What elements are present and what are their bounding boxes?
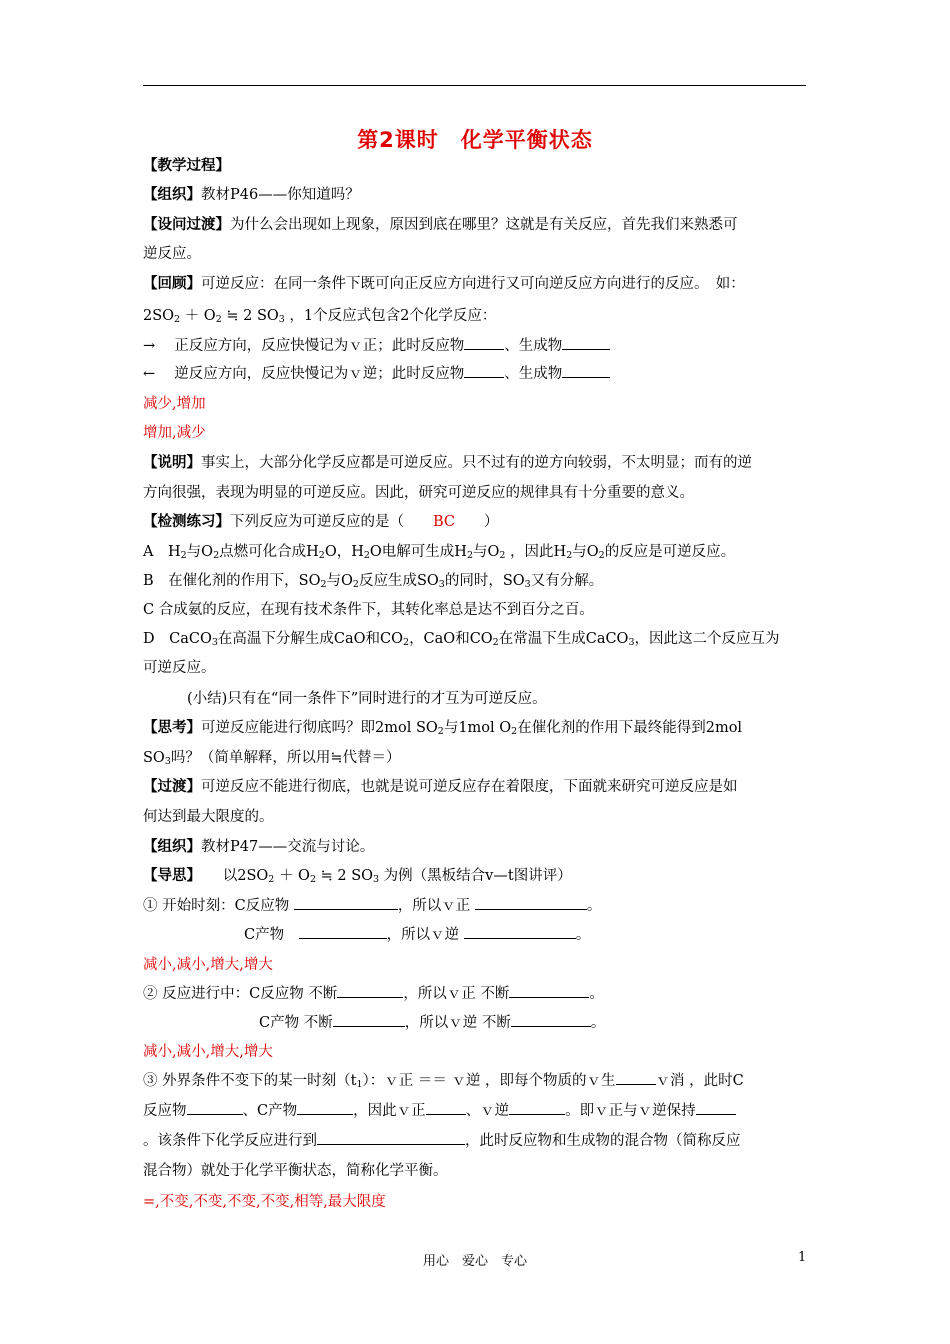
fill-blank [511, 1012, 591, 1027]
fill-blank [464, 924, 576, 939]
paragraph: 【说明】事实上，大部分化学反应都是可逆反应。只不过有的逆方向较弱，不太明显；而有的逆 [143, 455, 752, 471]
fill-blank [294, 895, 398, 910]
paragraph: 可逆反应。 [143, 660, 216, 676]
fill-blank [509, 983, 589, 998]
option-d: D CaCO$_3$在高温下分解生成CaO和$CO_2$，CaO和$CO_2$在常温下生成CaCO$_3$，因此这二个反应互为 [143, 631, 780, 648]
paragraph: C产物 不断 ，所以ｖ逆 不断 。 [259, 1012, 929, 1034]
fill-blank [317, 1130, 465, 1145]
page-title: 第2课时 化学平衡状态 [357, 128, 593, 152]
paragraph: 【思考】可逆反应能进行彻底吗？即2mol $SO_2$与1mol $O_2$在催化剂的作用下最终能得到2mol [143, 720, 743, 737]
paragraph: 方向很强，表现为明显的可逆反应。因此，研究可逆反应的规律具有十分重要的意义。 [143, 485, 694, 501]
section-heading: 【教学过程】 [143, 158, 230, 174]
fill-blank [562, 363, 610, 378]
fill-blank [187, 1100, 243, 1115]
fill-blank [464, 363, 504, 378]
fill-blank [464, 335, 504, 350]
header-rule [143, 85, 806, 86]
answer-text: 减少,增加 [143, 396, 206, 412]
fill-blank [509, 1100, 565, 1115]
fill-blank [426, 1100, 466, 1115]
footer-text: 用心 爱心 专心 [422, 1254, 527, 1269]
summary-note: (小结)只有在“同一条件下”同时进行的才互为可逆反应。 [187, 691, 547, 707]
paragraph: 【导思】 以$2SO_2 + O_2$ ≒ 2 $SO_3$ 为例（黑板结合v—t图讲评） [143, 868, 572, 885]
fill-blank [337, 983, 403, 998]
paragraph: 。该条件下化学反应进行到 ，此时反应物和生成物的混合物（简称反应 [143, 1130, 813, 1152]
page-number: 1 [798, 1250, 807, 1265]
paragraph: 【组织】教材P46——你知道吗？ [143, 187, 360, 203]
fill-blank [299, 924, 387, 939]
answer-text: 减小,减小,增大,增大 [143, 957, 273, 973]
paragraph: 【检测练习】下列反应为可逆反应的是（ BC ） [143, 514, 499, 530]
paragraph: ② 反应进行中：C反应物 不断 ，所以ｖ正 不断 。 [143, 983, 813, 1005]
paragraph: 【过渡】可逆反应不能进行彻底，也就是说可逆反应存在着限度，下面就来研究可逆反应是如 [143, 779, 738, 795]
paragraph: 【组织】教材P47——交流与讨论。 [143, 839, 375, 855]
option-b: B 在催化剂的作用下，$SO_2$与$O_2$反应生成$SO_3$的同时，$SO_3$又有分解。 [143, 573, 604, 590]
paragraph: 【回顾】可逆反应：在同一条件下既可向正反应方向进行又可向逆反应方向进行的反应。 如： [143, 276, 745, 292]
answer-text: 减小,减小,增大,增大 [143, 1044, 273, 1060]
answer-text: 增加,减少 [143, 425, 206, 441]
paragraph: ① 开始时刻：C反应物 ，所以ｖ正 。 [143, 895, 813, 917]
option-a: A $H_2$与$O_2$点燃可化合成$H_2O$，$H_2O$电解可生成$H_2$与$O_2$ ，因此$H_2$与$O_2$的反应是可逆反应。 [143, 544, 736, 561]
equation: $2SO_2 + O_2$ ≒ 2 $SO_3$ ，1个反应式包含2个化学反应： [143, 308, 497, 325]
paragraph: 【设问过渡】为什么会出现如上现象，原因到底在哪里？这就是有关反应，首先我们来熟悉可 [143, 217, 738, 233]
paragraph: ③ 外界条件不变下的某一时刻$(t_1)$：ｖ正 ＝＝ ｖ逆 ，即每个物质的ｖ生 ｖ消 ，此时C [143, 1070, 813, 1092]
paragraph: 混合物）就处于化学平衡状态，简称化学平衡。 [143, 1163, 448, 1179]
paragraph: ← 逆反应方向，反应快慢记为ｖ逆；此时反应物 、生成物 [143, 363, 813, 385]
option-c: C 合成氨的反应，在现有技术条件下，其转化率总是达不到百分之百。 [143, 602, 594, 618]
answer-text: BC [433, 514, 456, 530]
paragraph: 何达到最大限度的。 [143, 809, 274, 825]
paragraph: C产物 ，所以ｖ逆 。 [244, 924, 914, 946]
paragraph: 逆反应。 [143, 246, 201, 262]
paragraph: → 正反应方向，反应快慢记为ｖ正；此时反应物 、生成物 [143, 335, 813, 357]
fill-blank [475, 895, 587, 910]
paragraph: 反应物 、C产物 ，因此ｖ正 、ｖ逆 。即ｖ正与ｖ逆保持 [143, 1100, 813, 1122]
fill-blank [333, 1012, 405, 1027]
fill-blank [616, 1070, 656, 1085]
fill-blank [696, 1100, 736, 1115]
paragraph: $SO_3$吗？（简单解释，所以用≒代替＝） [143, 750, 401, 767]
answer-text: =,不变,不变,不变,不变,相等,最大限度 [143, 1194, 386, 1210]
fill-blank [297, 1100, 353, 1115]
fill-blank [562, 335, 610, 350]
